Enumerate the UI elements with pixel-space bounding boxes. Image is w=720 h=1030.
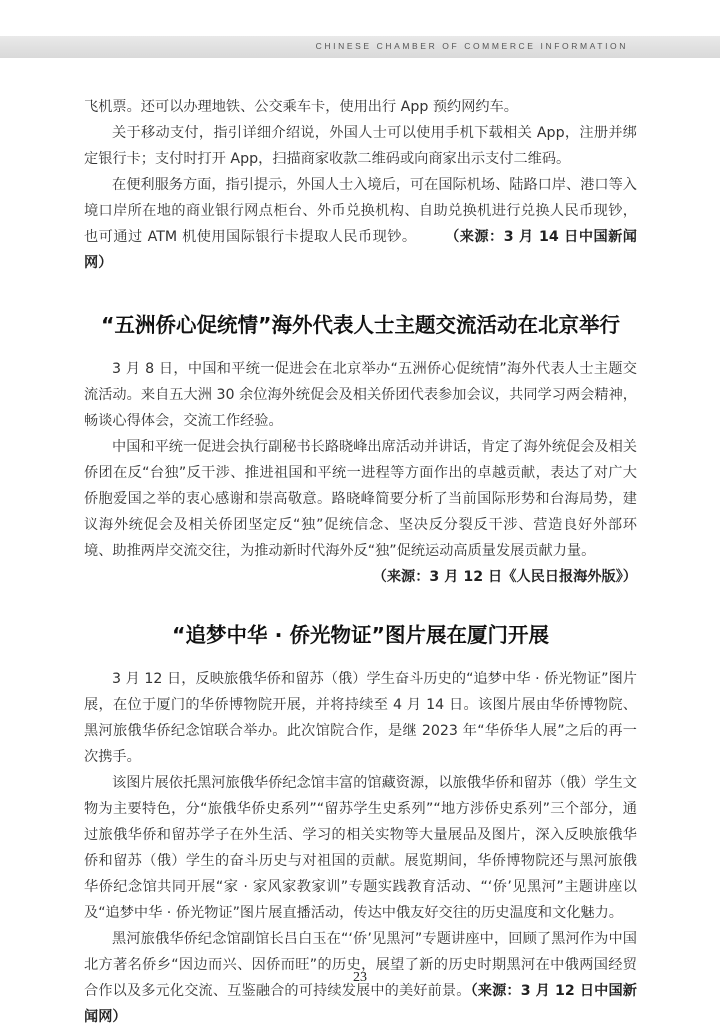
article-wuzhou-exchange (84, 310, 637, 590)
article3-paragraph-text: 黑河旅俄华侨纪念馆副馆长吕白玉在“‘侨’见黑河”专题讲座中，回顾了黑河作为中国北方著名侨乡“因边而兴、因侨而旺”的历史，展望了新的历史时期黑河在中俄两国经贸合作以及多元化交流、互鉴融合的可持续发展中的美好前景。 (84, 931, 637, 999)
article3-title: “追梦中华 · 侨光物证”图片展在厦门开展 (171, 623, 549, 647)
article3-source: （来源：3 月 12 日中国新闻网） (84, 983, 637, 1025)
article1-paragraph-text: 在便利服务方面，指引提示，外国人士入境后，可在国际机场、陆路口岸、港口等入境口岸所在地的商业银行网点柜台、外币兑换机构、自助兑换机进行兑换人民币现钞，也可通过 ATM 机使用国际银行卡提取人民币现钞。 (84, 177, 637, 245)
article1-paragraph (84, 172, 637, 276)
article1-paragraph: 飞机票。还可以办理地铁、公交乘车卡，使用出行 App 预约网约车。 (84, 99, 518, 115)
article3-paragraph: 3 月 12 日，反映旅俄华侨和留苏（俄）学生奋斗历史的“追梦中华 · 侨光物证”图片展，在位于厦门的华侨博物院开展，并将持续至 4 月 14 日。该图片展由华侨博物院、黑河旅俄华侨纪念馆联合举办。此次馆院合作，是继 2023 年“华侨华人展”之后的再一次携手。 (84, 671, 637, 765)
article2-title: “五洲侨心促统情”海外代表人士主题交流活动在北京举行 (101, 313, 620, 337)
article2-source: （来源：3 月 12 日《人民日报海外版》） (372, 569, 637, 585)
article2-paragraph: 3 月 8 日，中国和平统一促进会在北京举办“五洲侨心促统情”海外代表人士主题交流活动。来自五大洲 30 余位海外统促会及相关侨团代表参加会议，共同学习两会精神，畅谈心得体会，交流工作经验。 (84, 361, 637, 429)
article3-paragraph: 该图片展依托黑河旅俄华侨纪念馆丰富的馆藏资源，以旅俄华侨和留苏（俄）学生文物为主要特色，分“旅俄华侨史系列”“留苏学生史系列”“地方涉侨史系列”三个部分，通过旅俄华侨和留苏学子在外生活、学习的相关实物等大量展品及图片，深入反映旅俄华侨和留苏（俄）学生的奋斗历史与对祖国的贡献。展览期间，华侨博物院还与黑河旅俄华侨纪念馆共同开展“家 · 家风家教家训”专题实践教育活动、“‘侨’见黑河”主题讲座以及“追梦中华 · 侨光物证”图片展直播活动，传达中俄友好交往的历史温度和文化魅力。 (84, 775, 637, 921)
page-content (84, 94, 637, 1030)
article-photo-exhibition (84, 620, 637, 1030)
page-number: 23 (353, 970, 367, 985)
article2-paragraph: 中国和平统一促进会执行副秘书长路晓峰出席活动并讲话，肯定了海外统促会及相关侨团在反“台独”反干涉、推进祖国和平统一进程等方面作出的卓越贡献，表达了对广大侨胞爱国之举的衷心感谢和崇高敬意。路晓峰简要分析了当前国际形势和台海局势，建议海外统促会及相关侨团坚定反“独”促统信念、坚决反分裂反干涉、营造良好外部环境、助推两岸交流交往，为推动新时代海外反“独”促统运动高质量发展贡献力量。 (84, 439, 637, 559)
article1-source: （来源：3 月 14 日中国新闻网） (84, 229, 637, 271)
article-mobile-payment (84, 94, 637, 276)
article1-paragraph: 关于移动支付，指引详细介绍说，外国人士可以使用手机下载相关 App，注册并绑定银行卡；支付时打开 App，扫描商家收款二维码或向商家出示支付二维码。 (84, 125, 637, 167)
running-header: CHINESE CHAMBER OF COMMERCE INFORMATION (315, 41, 628, 51)
